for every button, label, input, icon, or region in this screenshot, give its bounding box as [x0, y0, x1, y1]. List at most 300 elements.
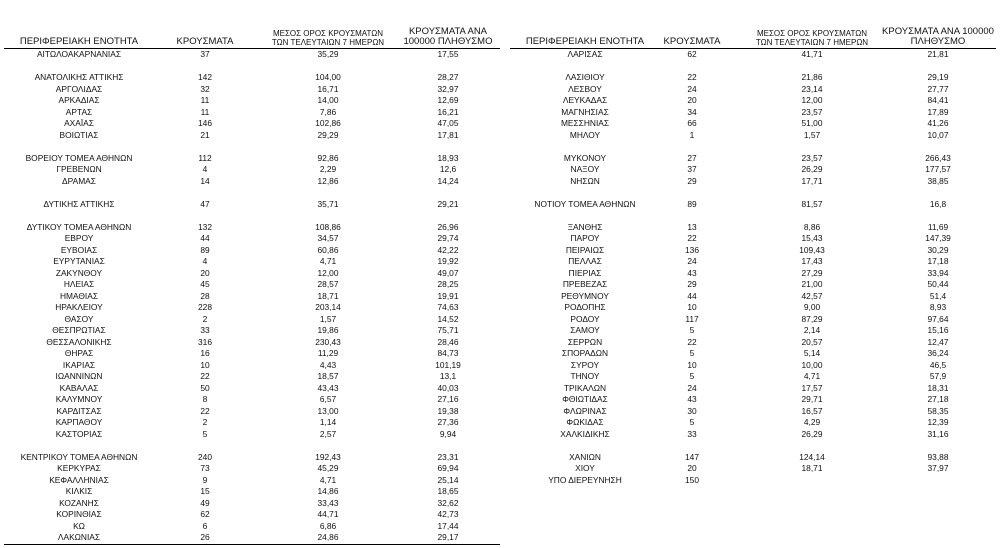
per100k-cell: 51,4 — [929, 290, 947, 301]
region-cell: ΘΕΣΠΡΩΤΙΑΣ — [52, 325, 106, 335]
bottom-rule — [4, 544, 500, 545]
region-cell: ΝΗΣΩΝ — [570, 175, 600, 186]
per100k-cell: 42,73 — [437, 509, 459, 519]
table-row — [4, 49, 500, 61]
row-spacer — [4, 61, 500, 73]
region-cell: ΚΑΡΠΑΘΟΥ — [55, 417, 103, 427]
avg7-cell: 192,43 — [315, 451, 341, 462]
cases-cell: 20 — [200, 267, 210, 278]
region-cell: ΦΘΙΩΤΙΔΑΣ — [562, 394, 608, 404]
region-cell: ΝΟΤΙΟΥ ΤΟΜΕΑ ΑΘΗΝΩΝ — [534, 198, 636, 209]
table-row — [4, 498, 500, 510]
region-cell: ΙΩΑΝΝΙΝΩΝ — [55, 371, 103, 381]
right-table — [510, 26, 996, 486]
table-row — [510, 417, 996, 429]
per100k-cell: 58,35 — [927, 405, 949, 416]
cases-cell: 13 — [687, 221, 697, 232]
avg7-cell: 5,14 — [803, 348, 821, 358]
cases-cell: 89 — [200, 244, 210, 255]
avg7-cell: 18,71 — [317, 290, 339, 301]
region-cell: ΡΟΔΟΠΗΣ — [564, 302, 606, 312]
cases-cell: 228 — [198, 302, 212, 312]
cases-cell: 5 — [689, 325, 695, 335]
avg7-cell: 16,71 — [317, 83, 339, 94]
table-row — [4, 199, 500, 211]
table-row — [510, 348, 996, 360]
per100k-cell: 49,07 — [437, 267, 459, 278]
table-row — [4, 222, 500, 234]
table-row — [510, 429, 996, 441]
region-cell: ΚΑΛΥΜΝΟΥ — [55, 394, 103, 404]
region-cell: ΚΟΖΑΝΗΣ — [59, 497, 99, 508]
cases-cell: 10 — [687, 302, 697, 312]
cases-cell: 4 — [202, 164, 208, 174]
table-row — [510, 256, 996, 268]
cases-cell: 62 — [687, 49, 697, 59]
per100k-cell: 27,77 — [927, 83, 949, 94]
avg7-cell: 42,57 — [801, 290, 823, 301]
header-per100k: ΚΡΟΥΣΜΑΤΑ ΑΝΑ 100000 ΠΛΗΘΥΣΜΟ — [882, 26, 994, 47]
cases-cell: 29 — [687, 279, 697, 289]
row-spacer — [510, 187, 996, 199]
avg7-cell: 33,43 — [317, 497, 339, 508]
region-cell: ΤΡΙΚΑΛΩΝ — [563, 382, 607, 393]
cases-cell: 10 — [687, 359, 697, 370]
cases-cell: 22 — [687, 336, 697, 347]
table-row — [4, 118, 500, 130]
region-cell: ΗΡΑΚΛΕΙΟΥ — [55, 302, 103, 312]
region-cell: ΛΑΣΙΘΙΟΥ — [565, 72, 605, 82]
cases-cell: 20 — [687, 95, 697, 105]
region-cell: ΑΡΤΑΣ — [65, 106, 93, 117]
avg7-cell: 13,00 — [317, 405, 339, 416]
per100k-cell: 177,57 — [925, 164, 951, 174]
avg7-cell: 19,86 — [317, 325, 339, 335]
avg7-cell: 26,29 — [801, 164, 823, 174]
cases-cell: 50 — [200, 382, 210, 393]
region-cell: ΣΥΡΟΥ — [570, 359, 600, 370]
cases-cell: 28 — [200, 290, 210, 301]
avg7-cell: 44,71 — [317, 509, 339, 519]
avg7-cell: 34,57 — [317, 233, 339, 243]
table-row — [4, 153, 500, 165]
avg7-cell: 6,86 — [319, 520, 337, 531]
table-row — [4, 325, 500, 337]
cases-cell: 21 — [200, 129, 210, 140]
cases-cell: 89 — [687, 198, 697, 209]
avg7-cell: 11,29 — [317, 348, 339, 358]
cases-cell: 150 — [685, 474, 699, 485]
avg7-cell: 27,29 — [801, 267, 823, 278]
table-row — [510, 107, 996, 119]
region-cell: ΑΧΑΪΑΣ — [64, 118, 94, 128]
cases-cell: 316 — [198, 336, 212, 347]
region-cell: ΚΙΛΚΙΣ — [65, 486, 93, 496]
cases-cell: 147 — [685, 451, 699, 462]
avg7-cell: 29,71 — [801, 394, 823, 404]
per100k-cell: 29,17 — [437, 532, 459, 542]
region-cell: ΜΥΚΟΝΟΥ — [563, 152, 607, 163]
cases-cell: 22 — [687, 72, 697, 82]
cases-cell: 8 — [202, 394, 208, 404]
row-spacer — [510, 141, 996, 153]
region-cell: ΝΑΞΟΥ — [570, 164, 600, 174]
cases-cell: 66 — [687, 118, 697, 128]
avg7-cell: 6,57 — [319, 394, 337, 404]
per100k-cell: 75,71 — [437, 325, 459, 335]
header-avg7: ΜΕΣΟΣ ΟΡΟΣ ΚΡΟΥΣΜΑΤΩΝ ΤΩΝ ΤΕΛΕΥΤΑΙΩΝ 7 ΗΜΕΡΩΝ — [271, 29, 385, 47]
avg7-cell: 14,00 — [317, 95, 339, 105]
table-row — [4, 302, 500, 314]
avg7-cell: 51,00 — [801, 118, 823, 128]
row-spacer — [510, 61, 996, 73]
per100k-cell: 30,29 — [927, 244, 949, 255]
cases-cell: 24 — [687, 83, 697, 94]
header-region: ΠΕΡΙΦΕΡΕΙΑΚΗ ΕΝΟΤΗΤΑ — [525, 36, 645, 47]
avg7-cell: 21,00 — [801, 279, 823, 289]
cases-cell: 33 — [200, 325, 210, 335]
left-table-body — [4, 49, 500, 544]
per100k-cell: 50,44 — [927, 279, 949, 289]
region-cell: ΠΑΡΟΥ — [570, 233, 600, 243]
per100k-cell: 93,88 — [927, 451, 949, 462]
cases-cell: 20 — [687, 463, 697, 473]
cases-cell: 29 — [687, 175, 697, 186]
avg7-cell: 1,57 — [803, 129, 821, 140]
per100k-cell: 46,5 — [929, 359, 947, 370]
cases-cell: 11 — [200, 95, 210, 105]
table-row — [4, 509, 500, 521]
region-cell: ΣΠΟΡΑΔΩΝ — [561, 348, 609, 358]
table-row — [510, 176, 996, 188]
per100k-cell: 12,69 — [437, 95, 459, 105]
avg7-cell: 26,29 — [801, 428, 823, 439]
region-cell: ΚΕΡΚΥΡΑΣ — [57, 463, 101, 473]
table-row — [4, 164, 500, 176]
cases-cell: 62 — [200, 509, 210, 519]
cases-cell: 24 — [687, 256, 697, 266]
table-row — [4, 463, 500, 475]
header-cases: ΚΡΟΥΣΜΑΤΑ — [663, 36, 721, 47]
region-cell: ΚΕΝΤΡΙΚΟΥ ΤΟΜΕΑ ΑΘΗΝΩΝ — [20, 451, 138, 462]
region-cell: ΦΩΚΙΔΑΣ — [566, 417, 604, 427]
per100k-cell: 32,97 — [437, 83, 459, 94]
per100k-cell: 29,74 — [437, 233, 459, 243]
per100k-cell: 97,64 — [927, 313, 949, 324]
table-row — [510, 302, 996, 314]
avg7-cell: 12,00 — [801, 95, 823, 105]
per100k-cell: 101,19 — [435, 359, 461, 370]
cases-cell: 27 — [687, 152, 697, 163]
per100k-cell: 19,38 — [437, 405, 459, 416]
region-cell: ΧΙΟΥ — [575, 463, 595, 473]
cases-cell: 142 — [198, 72, 212, 82]
per100k-cell: 32,62 — [437, 497, 459, 508]
avg7-cell: 1,14 — [319, 417, 337, 427]
avg7-cell: 14,86 — [317, 486, 339, 496]
region-cell: ΑΡΓΟΛΙΔΑΣ — [55, 83, 103, 94]
per100k-cell: 21,81 — [927, 49, 949, 59]
table-row — [4, 521, 500, 533]
cases-cell: 240 — [198, 451, 212, 462]
cases-cell: 47 — [200, 198, 210, 209]
region-cell: ΗΜΑΘΙΑΣ — [59, 290, 99, 301]
per100k-cell: 47,05 — [437, 118, 459, 128]
per100k-cell: 84,73 — [437, 348, 459, 358]
cases-cell: 5 — [202, 428, 208, 439]
cases-cell: 2 — [202, 313, 208, 324]
table-row — [4, 245, 500, 257]
avg7-cell: 7,86 — [319, 106, 337, 117]
table-row — [510, 245, 996, 257]
per100k-cell: 17,18 — [927, 256, 949, 266]
region-cell: ΥΠΟ ΔΙΕΡΕΥΝΗΣΗ — [548, 474, 622, 485]
cases-cell: 11 — [200, 106, 210, 117]
table-row — [4, 360, 500, 372]
region-cell: ΠΕΛΛΑΣ — [568, 256, 602, 266]
avg7-cell: 2,29 — [319, 164, 337, 174]
table-row — [4, 256, 500, 268]
per100k-cell: 31,16 — [927, 428, 949, 439]
cases-cell: 6 — [202, 520, 208, 531]
avg7-cell: 87,29 — [801, 313, 823, 324]
row-spacer — [4, 210, 500, 222]
per100k-cell: 26,96 — [437, 221, 459, 232]
table-row — [4, 475, 500, 487]
left-table — [4, 26, 500, 545]
avg7-cell: 81,57 — [801, 198, 823, 209]
region-cell: ΣΑΜΟΥ — [570, 325, 600, 335]
per100k-cell: 29,19 — [927, 72, 949, 82]
region-cell: ΤΗΝΟΥ — [570, 371, 600, 381]
region-cell: ΔΥΤΙΚΗΣ ΑΤΤΙΚΗΣ — [43, 198, 115, 209]
table-row — [510, 118, 996, 130]
avg7-cell: 15,43 — [801, 233, 823, 243]
table-row — [510, 84, 996, 96]
cases-cell: 22 — [200, 405, 210, 416]
table-row — [4, 279, 500, 291]
cases-cell: 1 — [689, 129, 695, 140]
per100k-cell: 28,25 — [437, 279, 459, 289]
avg7-cell: 17,71 — [801, 175, 823, 186]
per100k-cell: 41,26 — [927, 118, 949, 128]
avg7-cell: 4,71 — [319, 474, 337, 485]
per100k-cell: 25,14 — [437, 474, 459, 485]
table-row — [4, 107, 500, 119]
cases-cell: 15 — [200, 486, 210, 496]
table-row — [510, 394, 996, 406]
header-region: ΠΕΡΙΦΕΡΕΙΑΚΗ ΕΝΟΤΗΤΑ — [19, 36, 139, 47]
cases-cell: 22 — [687, 233, 697, 243]
cases-cell: 37 — [687, 164, 697, 174]
cases-cell: 16 — [200, 348, 210, 358]
table-row — [4, 394, 500, 406]
region-cell: ΕΥΒΟΙΑΣ — [60, 244, 98, 255]
table-row — [4, 72, 500, 84]
per100k-cell: 16,21 — [437, 106, 459, 117]
region-cell: ΚΟΡΙΝΘΙΑΣ — [56, 509, 102, 519]
avg7-cell: 108,86 — [315, 221, 341, 232]
per100k-cell: 36,24 — [927, 348, 949, 358]
region-cell: ΜΗΛΟΥ — [569, 129, 601, 140]
avg7-cell: 2,14 — [803, 325, 821, 335]
avg7-cell: 18,71 — [801, 463, 823, 473]
region-cell: ΡΟΔΟΥ — [570, 313, 600, 324]
table-row — [4, 406, 500, 418]
region-cell: ΡΕΘΥΜΝΟΥ — [561, 290, 609, 301]
cases-cell: 37 — [200, 49, 210, 59]
table-row — [510, 325, 996, 337]
table-row — [510, 268, 996, 280]
table-row — [510, 130, 996, 142]
avg7-cell: 9,00 — [803, 302, 821, 312]
cases-cell: 44 — [687, 290, 697, 301]
header-per100k: ΚΡΟΥΣΜΑΤΑ ΑΝΑ 100000 ΠΛΗΘΥΣΜΟ — [403, 26, 493, 47]
per100k-cell: 17,81 — [437, 129, 459, 140]
table-row — [510, 360, 996, 372]
per100k-cell: 266,43 — [925, 152, 951, 163]
cases-cell: 5 — [689, 348, 695, 358]
region-cell: ΚΑΣΤΟΡΙΑΣ — [55, 428, 103, 439]
table-row — [4, 84, 500, 96]
avg7-cell: 16,57 — [801, 405, 823, 416]
region-cell: ΧΑΛΚΙΔΙΚΗΣ — [560, 428, 610, 439]
avg7-cell: 4,43 — [319, 359, 337, 370]
avg7-cell: 43,43 — [317, 382, 339, 393]
cases-cell: 73 — [200, 463, 210, 473]
table-row — [4, 348, 500, 360]
avg7-cell: 4,71 — [319, 256, 337, 266]
cases-cell: 33 — [687, 428, 697, 439]
per100k-cell: 11,69 — [927, 221, 949, 232]
region-cell: ΔΥΤΙΚΟΥ ΤΟΜΕΑ ΑΘΗΝΩΝ — [26, 221, 132, 232]
avg7-cell: 104,00 — [315, 72, 341, 82]
avg7-cell: 124,14 — [799, 451, 825, 462]
per100k-cell: 37,97 — [927, 463, 949, 473]
avg7-cell: 24,86 — [317, 532, 339, 542]
region-cell: ΔΡΑΜΑΣ — [62, 175, 96, 186]
avg7-cell: 10,00 — [801, 359, 823, 370]
table-row — [510, 95, 996, 107]
region-cell: ΠΕΙΡΑΙΩΣ — [565, 244, 605, 255]
avg7-cell: 2,57 — [319, 428, 337, 439]
per100k-cell: 17,44 — [437, 520, 459, 531]
avg7-cell: 8,86 — [803, 221, 821, 232]
cases-cell: 5 — [689, 417, 695, 427]
avg7-cell: 102,86 — [315, 118, 341, 128]
region-cell: ΑΝΑΤΟΛΙΚΗΣ ΑΤΤΙΚΗΣ — [34, 72, 124, 82]
avg7-cell: 21,86 — [801, 72, 823, 82]
per100k-cell: 38,85 — [927, 175, 949, 186]
region-cell: ΘΕΣΣΑΛΟΝΙΚΗΣ — [46, 336, 112, 347]
table-row — [510, 452, 996, 464]
avg7-cell: 4,71 — [803, 371, 821, 381]
region-cell: ΛΕΣΒΟΥ — [568, 83, 602, 94]
table-row — [510, 153, 996, 165]
per100k-cell: 23,31 — [437, 451, 459, 462]
region-cell: ΕΒΡΟΥ — [64, 233, 94, 243]
avg7-cell: 109,43 — [799, 244, 825, 255]
cases-cell: 4 — [202, 256, 208, 266]
per100k-cell: 42,22 — [437, 244, 459, 255]
avg7-cell: 17,57 — [801, 382, 823, 393]
table-row — [510, 314, 996, 326]
table-row — [4, 417, 500, 429]
avg7-cell: 203,14 — [315, 302, 341, 312]
region-cell: ΜΑΓΝΗΣΙΑΣ — [561, 106, 609, 117]
right-table-header — [510, 26, 996, 48]
avg7-cell: 60,86 — [317, 244, 339, 255]
per100k-cell: 27,18 — [927, 394, 949, 404]
region-cell: ΦΛΩΡΙΝΑΣ — [563, 405, 607, 416]
row-spacer — [4, 187, 500, 199]
table-row — [510, 199, 996, 211]
cases-cell: 43 — [687, 267, 697, 278]
per100k-cell: 16,8 — [929, 198, 947, 209]
table-row — [4, 452, 500, 464]
region-cell: ΛΑΚΩΝΙΑΣ — [57, 532, 101, 542]
cases-cell: 32 — [200, 83, 210, 94]
table-row — [4, 383, 500, 395]
avg7-cell: 45,29 — [317, 463, 339, 473]
per100k-cell: 18,31 — [927, 382, 949, 393]
cases-cell: 117 — [685, 313, 699, 324]
per100k-cell: 69,94 — [437, 463, 459, 473]
per100k-cell: 17,89 — [927, 106, 949, 117]
avg7-cell: 1,57 — [319, 313, 337, 324]
table-row — [4, 176, 500, 188]
left-table-header — [4, 26, 500, 48]
table-row — [510, 463, 996, 475]
cases-cell: 44 — [200, 233, 210, 243]
cases-cell: 26 — [200, 532, 210, 542]
cases-cell: 14 — [200, 175, 210, 186]
avg7-cell: 28,57 — [317, 279, 339, 289]
row-spacer — [510, 440, 996, 452]
avg7-cell: 23,57 — [801, 106, 823, 117]
cases-cell: 22 — [200, 371, 210, 381]
avg7-cell: 92,86 — [317, 152, 339, 163]
region-cell: ΞΑΝΘΗΣ — [567, 221, 603, 232]
cases-cell: 49 — [200, 497, 210, 508]
avg7-cell: 20,57 — [801, 336, 823, 347]
region-cell: ΕΥΡΥΤΑΝΙΑΣ — [53, 256, 105, 266]
per100k-cell: 12,6 — [439, 164, 457, 174]
table-row — [4, 233, 500, 245]
per100k-cell: 28,46 — [437, 336, 459, 347]
cases-cell: 24 — [687, 382, 697, 393]
table-row — [4, 314, 500, 326]
per100k-cell: 14,52 — [437, 313, 459, 324]
table-row — [4, 371, 500, 383]
cases-cell: 132 — [198, 221, 212, 232]
region-cell: ΣΕΡΡΩΝ — [567, 336, 603, 347]
header-cases: ΚΡΟΥΣΜΑΤΑ — [176, 36, 234, 47]
per100k-cell: 84,41 — [927, 95, 949, 105]
avg7-cell: 35,29 — [317, 49, 339, 59]
per100k-cell: 15,16 — [927, 325, 949, 335]
table-row — [510, 279, 996, 291]
cases-cell: 10 — [200, 359, 210, 370]
cases-cell: 30 — [687, 405, 697, 416]
table-row — [510, 72, 996, 84]
per100k-cell: 33,94 — [927, 267, 949, 278]
table-row — [510, 49, 996, 61]
table-row — [510, 291, 996, 303]
per100k-cell: 40,03 — [437, 382, 459, 393]
table-row — [4, 486, 500, 498]
per100k-cell: 29,21 — [437, 198, 459, 209]
